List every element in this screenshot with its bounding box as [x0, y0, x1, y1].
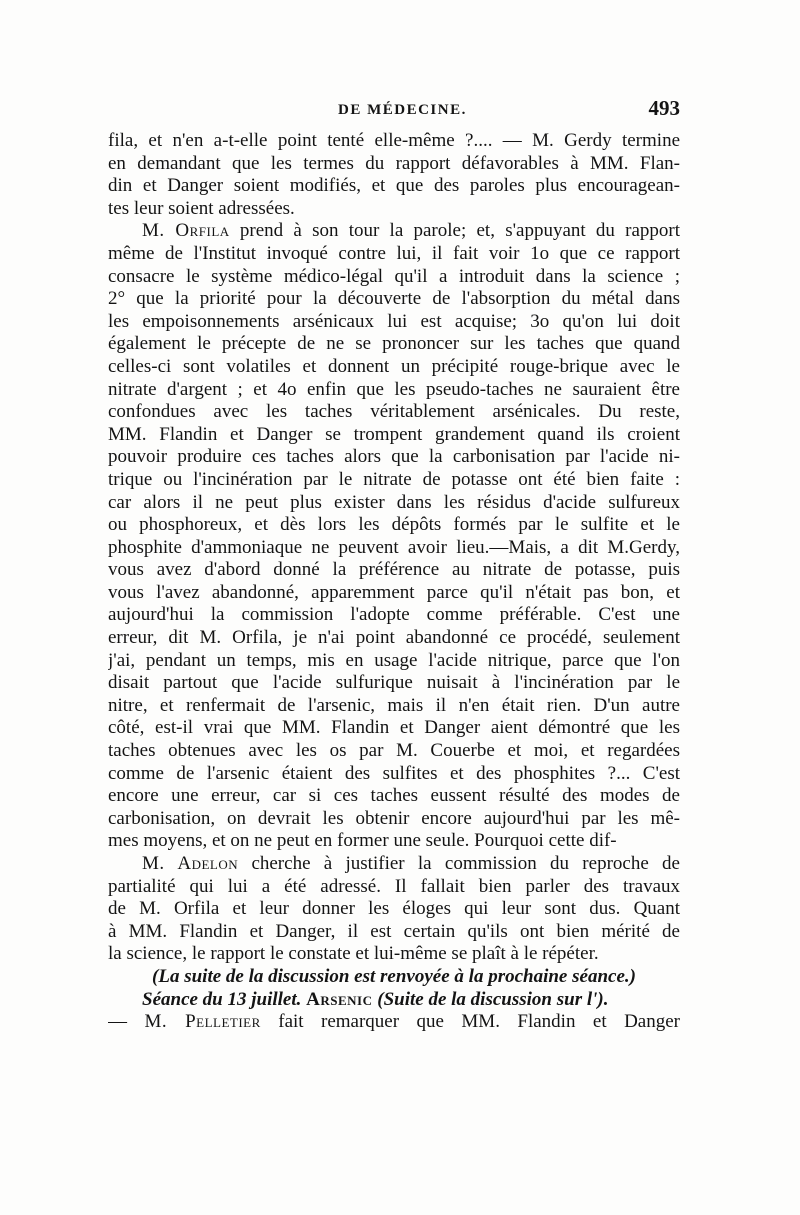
text-line: également le précepte de ne se prononcer sur les taches que quand [108, 333, 680, 355]
em-dash: — [108, 1011, 145, 1033]
text-line: pouvoir produire ces taches alors que la carbonisation par l'acide ni- [108, 446, 680, 468]
text-line: nitre, et renfermait de l'arsenic, mais il n'en était rien. D'un autre [108, 694, 680, 716]
text-line: encore une erreur, car si ces taches eussent résulté des modes de [108, 785, 680, 807]
text-line: 2° que la priorité pour la découverte de l'absorption du métal dans [108, 288, 680, 310]
text-line: côté, est-il vrai que MM. Flandin et Danger aient démontré que les [108, 717, 680, 739]
text-line: tes leur soient adressées. [108, 197, 295, 219]
text-line: disait partout que l'acide sulfurique nuisait à l'incinération par le [108, 672, 680, 694]
speaker-orfila: M. Orfila [142, 220, 230, 242]
text-run: fait remarquer que MM. Flandin et Danger [260, 1011, 680, 1033]
text-line: même de l'Institut invoqué contre lui, il fait voir 1o que ce rapport [108, 242, 680, 264]
text-line: taches obtenues avec les os par M. Couerbe et moi, et regardées [108, 740, 680, 762]
text-run: prend à son tour la parole; et, s'appuyant du rapport [229, 220, 680, 242]
text-line: erreur, dit M. Orfila, je n'ai point abandonné ce procédé, seulement [108, 627, 680, 649]
speaker-pelletier: M. Pelletier [144, 1011, 261, 1033]
text-line: de M. Orfila et leur donner les éloges qui leur sont dus. Quant [108, 898, 680, 920]
text-line: aujourd'hui la commission l'adopte comme préférable. C'est une [108, 604, 680, 626]
session-heading [108, 989, 680, 1012]
text-line: vous l'avez abandonné, apparemment parce qu'il n'était pas bon, et [108, 581, 680, 603]
text-line: confondues avec les taches véritablement arsénicales. Du reste, [108, 401, 680, 423]
text-line: MM. Flandin et Danger se trompent grandement quand ils croient [108, 423, 680, 445]
text-line: comme de l'arsenic étaient des sulfites et des phosphites ?... C'est [108, 762, 680, 784]
text-line: car alors il ne peut plus exister dans les résidus d'acide sulfureux [108, 491, 680, 513]
text-line: vous avez d'abord donné la préférence au nitrate de potasse, puis [108, 559, 680, 581]
paragraph-orfila-first-line [108, 220, 680, 243]
text-line: din et Danger soient modifiés, et que des paroles plus encouragean- [108, 175, 680, 197]
text-line: partialité qui lui a été adressé. Il fallait bien parler des travaux [108, 875, 680, 897]
text-line: les empoisonnements arsénicaux lui est acquise; 3o qu'on lui doit [108, 310, 680, 332]
adjournment-note: (La suite de la discussion est renvoyée à la prochaine séance.) [152, 965, 636, 987]
text-line: mes moyens, et on ne peut en former une seule. Pourquoi cette dif- [108, 830, 617, 852]
text-line: en demandant que les termes du rapport défavorables à MM. Flan- [108, 152, 680, 174]
text-line: carbonisation, on devrait les obtenir encore aujourd'hui par les mê- [108, 807, 680, 829]
page-number: 493 [648, 96, 680, 120]
text-line: celles-ci sont volatiles et donnent un précipité rouge-brique avec le [108, 355, 680, 377]
session-date: Séance du 13 juillet. [142, 988, 302, 1010]
paragraph-pelletier-first-line [108, 1011, 680, 1034]
text-line: consacre le système médico-légal qu'il a introduit dans la science ; [108, 265, 680, 287]
running-head [108, 96, 680, 126]
text-line: phosphite d'ammoniaque ne peuvent avoir lieu.—Mais, a dit M.Gerdy, [108, 536, 680, 558]
text-line: fila, et n'en a-t-elle point tenté elle-même ?.... — M. Gerdy termine [108, 130, 680, 151]
text-run: cherche à justifier la commission du reproche de [238, 853, 680, 874]
speaker-adelon: M. Adelon [142, 853, 239, 874]
text-line: j'ai, pendant un temps, mis en usage l'acide nitrique, parce que l'on [108, 649, 680, 671]
body-text [108, 130, 680, 1034]
session-topic: Arsenic [306, 988, 373, 1010]
text-line: la science, le rapport le constate et lui-même se plaît à le répéter. [108, 943, 599, 965]
running-title: DE MÉDECINE. [338, 102, 467, 118]
session-suffix: (Suite de la discussion sur l'). [377, 988, 609, 1010]
text-line: ou phosphoreux, et dès lors les dépôts formés par le sulfite et le [108, 514, 680, 536]
text-line: nitrate d'argent ; et 4o enfin que les pseudo-taches ne sauraient être [108, 378, 680, 400]
text-line: à MM. Flandin et Danger, il est certain qu'ils ont bien mérité de [108, 920, 680, 942]
text-line: trique ou l'incinération par le nitrate de potasse ont été bien faite : [108, 468, 680, 490]
paragraph-adelon-first-line [108, 853, 680, 876]
